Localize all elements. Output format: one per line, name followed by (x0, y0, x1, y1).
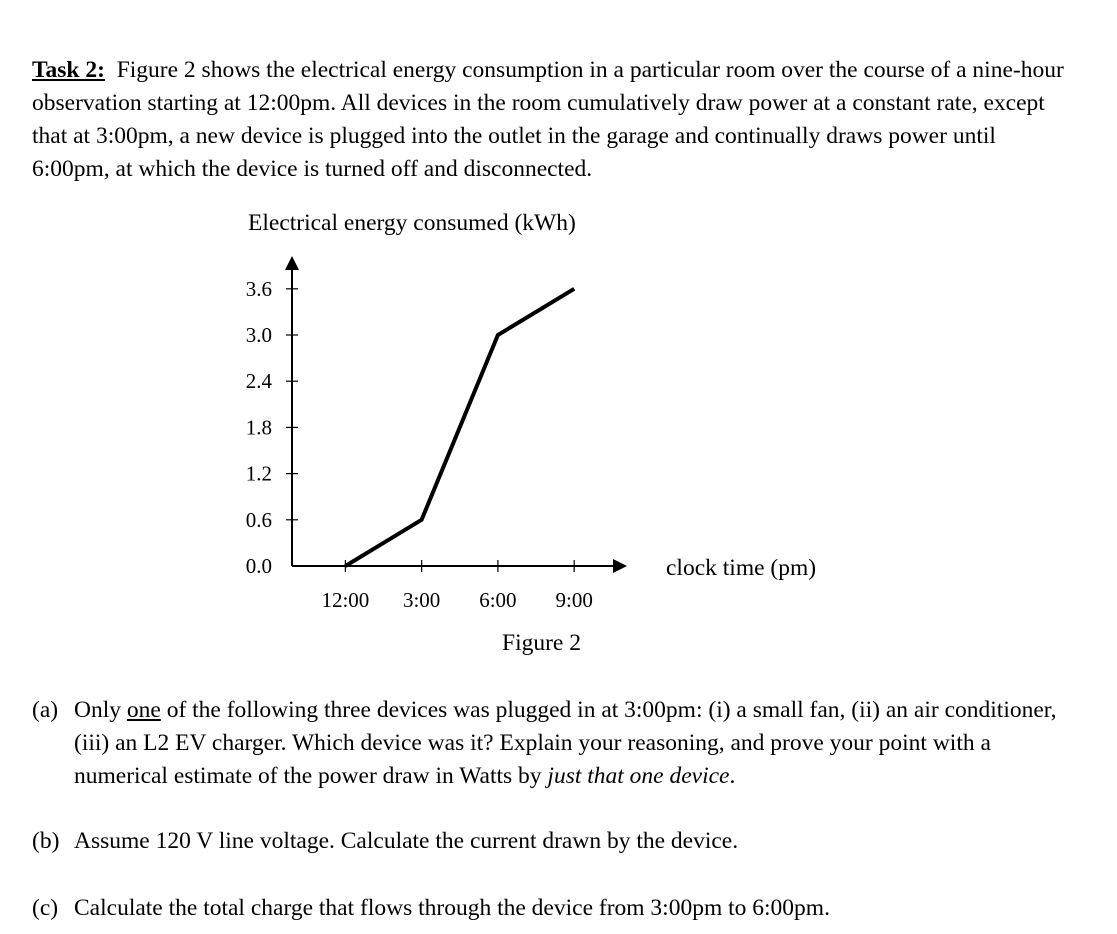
question-b (32, 825, 1072, 858)
task-intro-text: Figure 2 shows the electrical energy consumption in a particular room over the course of a nine-hour observation starting at 12:00pm. All devices in the room cumulatively draw power at a constant rate, except that at 3:00pm, a new device is plugged into the outlet in the garage and continually draws power until 6:00pm, at which the device is turned off and disconnected. (32, 57, 1064, 182)
energy-series-line-0 (345, 289, 574, 566)
chart-axes (285, 256, 627, 573)
x-tick-label-1: 3:00 (402, 588, 441, 612)
chart-ticks (286, 289, 574, 572)
x-axis-arrow (613, 559, 627, 573)
question-a-letter: (a) (32, 697, 59, 723)
y-tick-label-5: 3.0 (245, 323, 272, 347)
question-a-text-3: . (729, 763, 736, 789)
question-a-underlined: one (126, 697, 161, 723)
y-tick-label-1: 0.6 (245, 507, 272, 532)
y-tick-label-2: 1.2 (245, 461, 272, 486)
y-tick-label-0: 0.0 (245, 554, 272, 578)
y-axis-arrow (285, 256, 299, 270)
figure-caption: Figure 2 (502, 630, 581, 656)
chart-title: Electrical energy consumed (kWh) (248, 210, 576, 236)
question-c-letter: (c) (32, 895, 59, 921)
x-tick-label-2: 6:00 (479, 588, 517, 612)
question-a-italic: just that one device (547, 763, 730, 789)
chart-series (345, 289, 574, 566)
question-a-text-2: of the following three devices was plugged in at 3:00pm: (i) a small fan, (ii) an air conditioner, (iii) an L2 EV charger. Which device was it? Explain your reasoning, and prove your point with a numerical estimate of the power draw in Watts by (74, 697, 1057, 789)
question-a-text-1: Only (74, 697, 127, 723)
question-b-text: Assume 120 V line voltage. Calculate the current drawn by the device. (74, 828, 739, 854)
x-tick-label-0: 12:00 (321, 588, 370, 612)
question-b-letter: (b) (32, 828, 60, 854)
y-tick-label-4: 2.4 (245, 369, 272, 394)
question-c-text: Calculate the total charge that flows through the device from 3:00pm to 6:00pm. (74, 895, 830, 921)
x-tick-label-3: 9:00 (555, 588, 593, 612)
x-axis-label: clock time (pm) (666, 555, 817, 581)
y-tick-label-3: 1.8 (245, 415, 272, 440)
task-label: Task 2: (32, 57, 105, 83)
y-tick-label-6: 3.6 (245, 276, 272, 301)
question-a (32, 694, 1072, 793)
chart-tick-labels (246, 277, 593, 612)
question-c (32, 892, 1072, 925)
